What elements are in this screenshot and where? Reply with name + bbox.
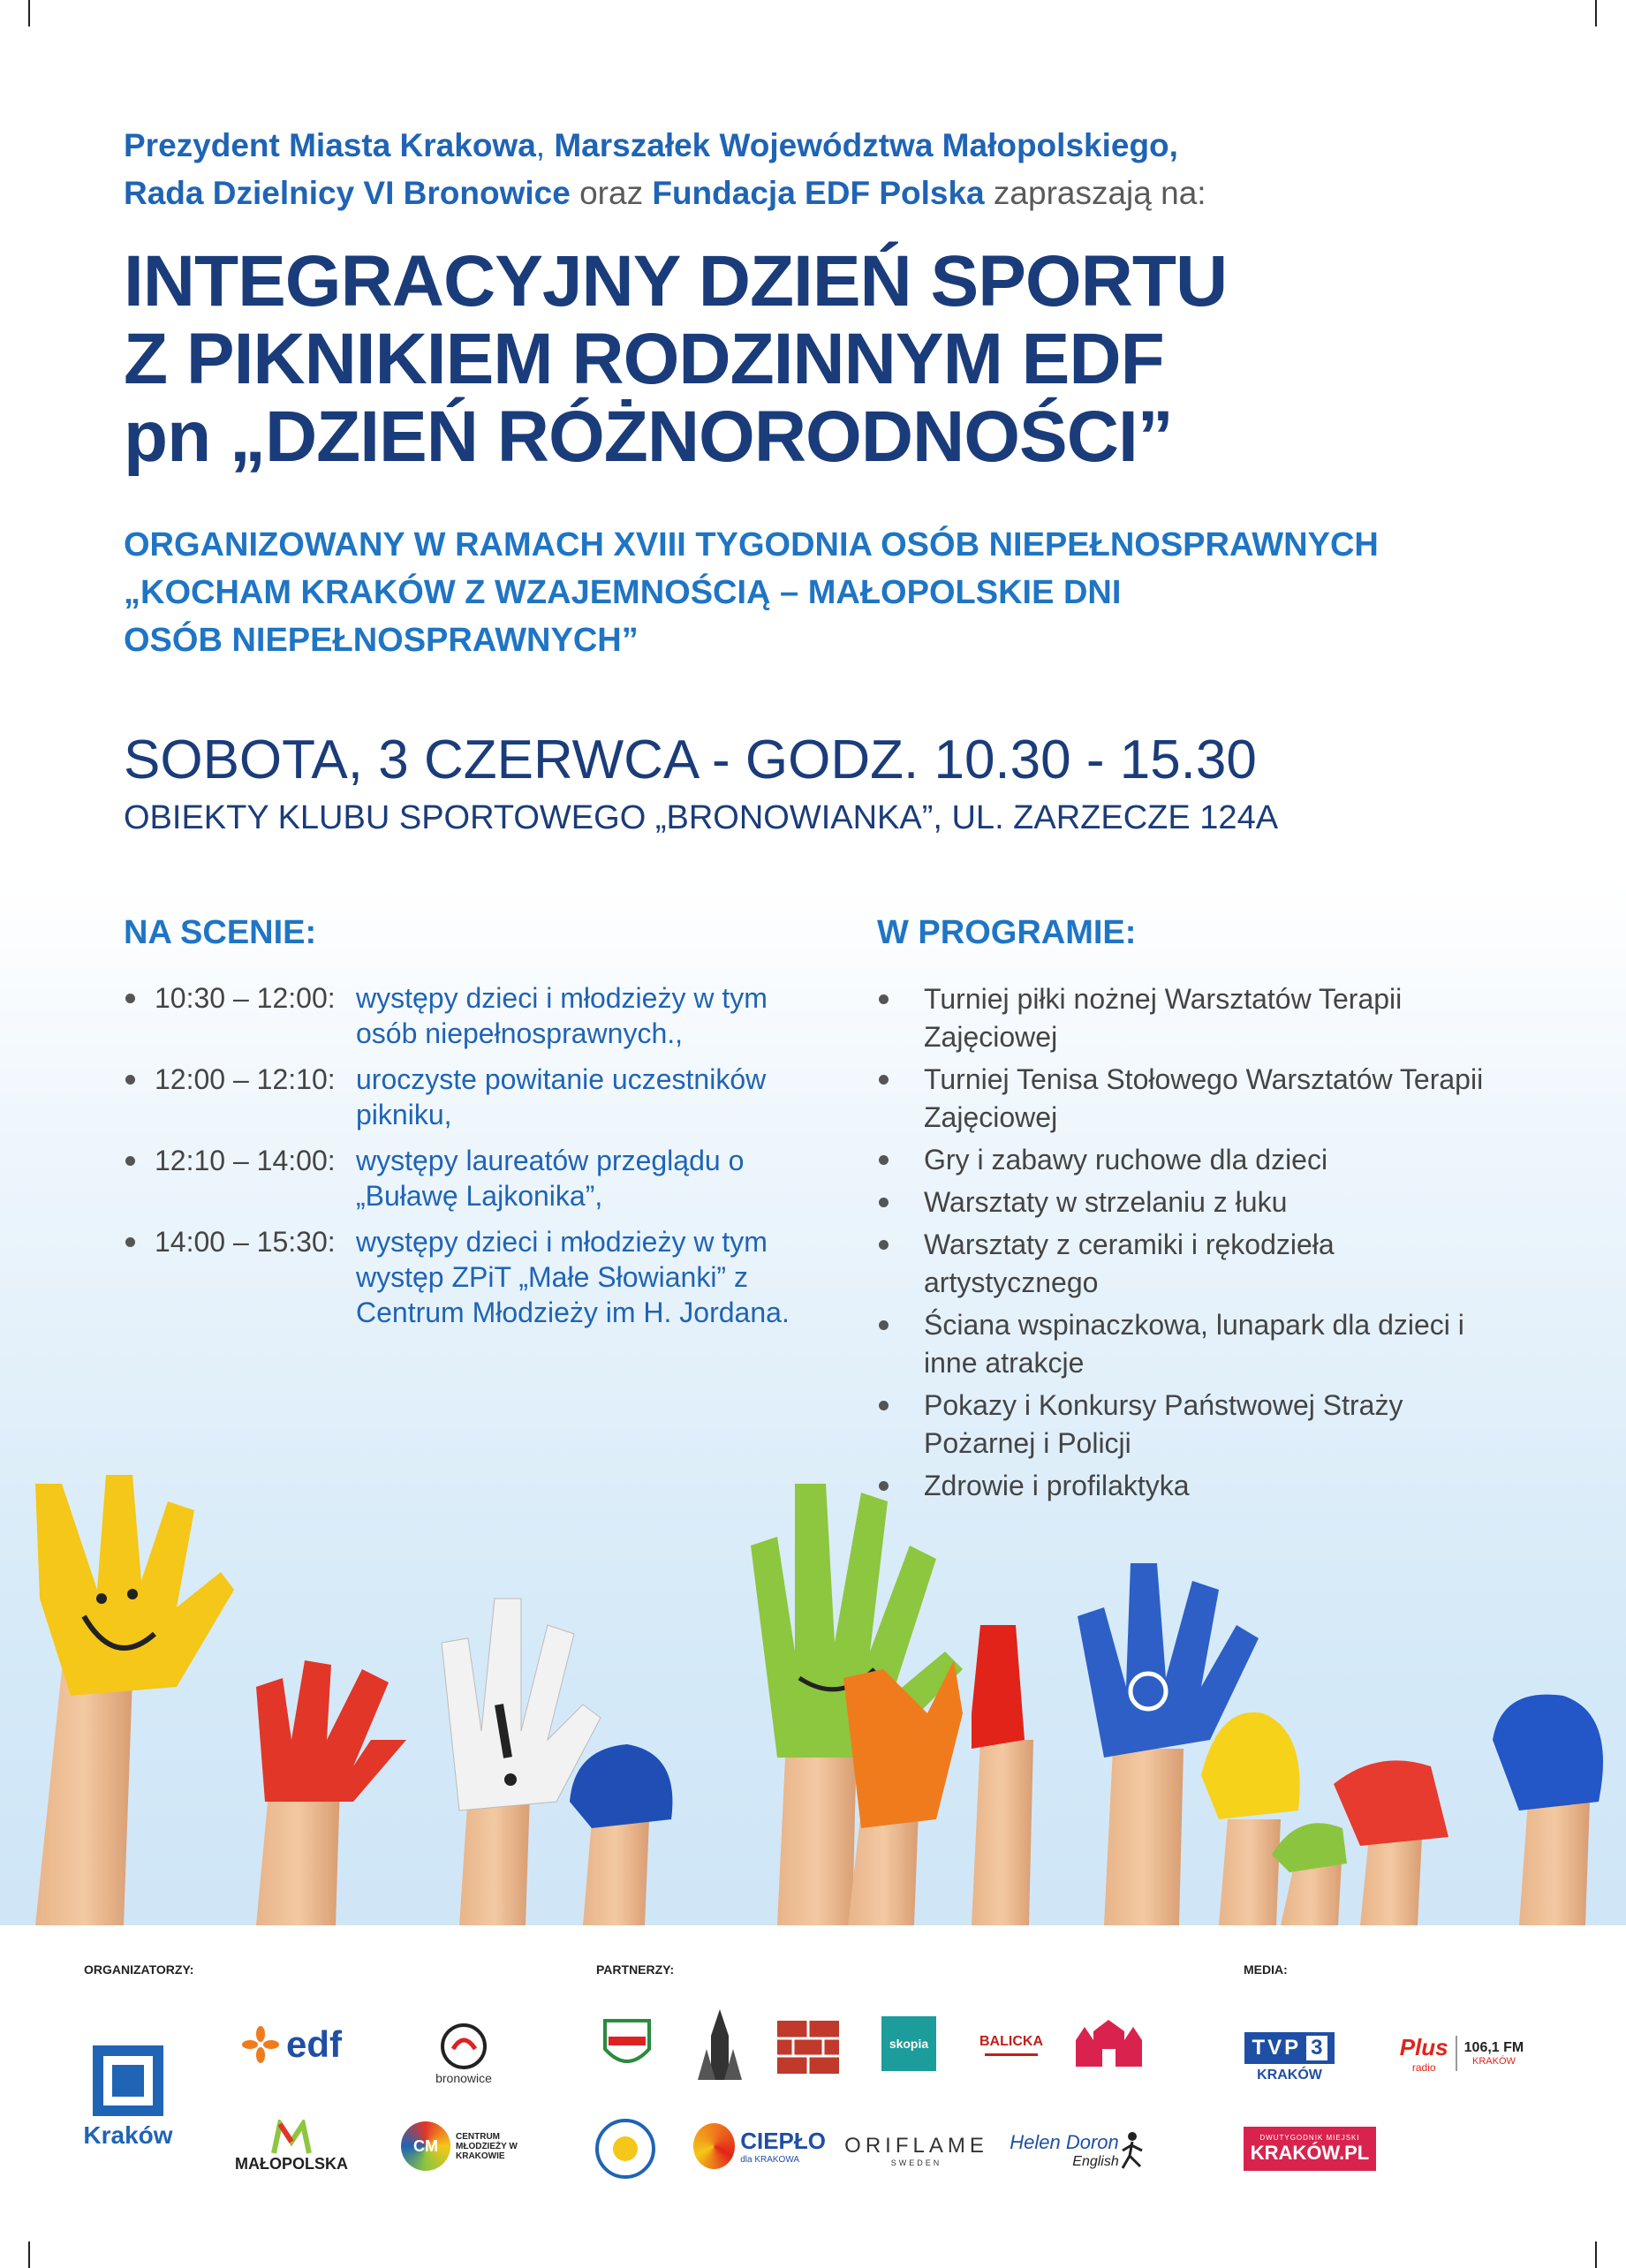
helen-doron-logo: Helen Doron English bbox=[1007, 2124, 1148, 2177]
round-emblem-icon bbox=[594, 2118, 656, 2180]
running-figure-icon bbox=[1119, 2131, 1146, 2171]
white-hand bbox=[442, 1599, 601, 1925]
title-line-3: pn „DZIEŃ RÓŻNORODNOŚCI” bbox=[124, 397, 1173, 477]
green-small-hand bbox=[1272, 1823, 1347, 1925]
stage-item bbox=[124, 1143, 830, 1213]
skopia-logo: skopia bbox=[881, 2016, 936, 2071]
bronowice-logo: bronowice bbox=[415, 2014, 512, 2093]
event-date: SOBOTA, 3 CZERWCA - GODZ. 10.30 - 15.30 bbox=[124, 730, 1257, 790]
stage-item-desc: występy laureatów przeglądu o „Buławę Lajkonika”, bbox=[356, 1145, 745, 1212]
red-hand-left bbox=[256, 1660, 406, 1925]
krakow-castle-logo bbox=[1069, 2014, 1148, 2075]
subtitle-line-3: OSÓB NIEPEŁNOSPRAWNYCH” bbox=[124, 622, 639, 659]
cieplo-swirl-icon bbox=[693, 2123, 735, 2169]
stage-item-time: 10:30 – 12:00: bbox=[155, 982, 336, 1014]
yellow-hand bbox=[35, 1475, 234, 1925]
edf-logo: edf bbox=[225, 2018, 358, 2071]
crop-mark-tl bbox=[28, 0, 30, 26]
krakow-logo: Kraków bbox=[79, 2040, 177, 2155]
tvp3-krakow-logo: TVP 3 KRAKÓW bbox=[1237, 2022, 1342, 2093]
program-item: Turniej piłki nożnej Warsztatów Terapii Zajęciowej bbox=[874, 980, 1510, 1056]
balicka-logo: BALICKA bbox=[972, 2014, 1051, 2075]
painted-hands-illustration bbox=[0, 1448, 1626, 1925]
crop-mark-tr bbox=[1595, 0, 1597, 26]
church-logo bbox=[684, 2000, 755, 2089]
balicka-underline bbox=[985, 2053, 1038, 2056]
organizers-label: ORGANIZATORZY: bbox=[84, 1962, 194, 1977]
intro-text bbox=[124, 122, 1537, 217]
crop-mark-br bbox=[1595, 2242, 1597, 2268]
stage-item bbox=[124, 1062, 830, 1132]
bronowice-emblem-icon bbox=[440, 2022, 488, 2071]
radio-divider bbox=[1456, 2036, 1457, 2071]
program-item: Zdrowie i profilaktyka bbox=[874, 1467, 1510, 1505]
program-item: Ściana wspinaczkowa, lunapark dla dzieci i inne atrakcje bbox=[874, 1306, 1510, 1382]
event-subtitle bbox=[124, 521, 1572, 664]
program-item: Gry i zabawy ruchowe dla dzieci bbox=[874, 1141, 1510, 1179]
stage-item bbox=[124, 980, 830, 1051]
church-tower-icon bbox=[693, 2005, 746, 2084]
stage-item-desc: uroczyste powitanie uczestników pikniku, bbox=[356, 1063, 767, 1130]
radio-plus-logo: Plus radio 106,1 FM KRAKÓW bbox=[1399, 2033, 1524, 2074]
oriflame-logo: ORIFLAME SWEDEN bbox=[844, 2134, 988, 2167]
castle-icon bbox=[1071, 2018, 1146, 2071]
krakow-crest-icon bbox=[93, 2045, 163, 2116]
stage-item-time: 12:10 – 14:00: bbox=[155, 1145, 336, 1176]
yellow-fist bbox=[1201, 1712, 1300, 1925]
stage-item bbox=[124, 1224, 830, 1330]
stage-item-time: 14:00 – 15:30: bbox=[155, 1226, 336, 1258]
blue-fist-small bbox=[570, 1744, 672, 1925]
orange-hand bbox=[843, 1660, 963, 1925]
brick-wall-icon bbox=[777, 2021, 839, 2074]
program-item: Warsztaty w strzelaniu z łuku bbox=[874, 1183, 1510, 1221]
blue-fist-right bbox=[1493, 1695, 1603, 1925]
title-line-1: INTEGRACYJNY DZIEŃ SPORTU bbox=[124, 241, 1228, 321]
program-item: Turniej Tenisa Stołowego Warsztatów Terapii Zajęciowej bbox=[874, 1061, 1510, 1137]
program-list bbox=[874, 980, 1510, 1509]
subtitle-line-1: ORGANIZOWANY W RAMACH XVIII TYGODNIA OSÓB NIEPEŁNOSPRAWNYCH bbox=[124, 526, 1379, 563]
subtitle-line-2: „KOCHAM KRAKÓW Z WZAJEMNOŚCIĄ – MAŁOPOLSKIE DNI bbox=[124, 574, 1122, 611]
event-venue: OBIEKTY KLUBU SPORTOWEGO „BRONOWIANKA”, UL. ZARZECZE 124A bbox=[124, 799, 1279, 836]
media-label: MEDIA: bbox=[1244, 1962, 1288, 1977]
cieplo-logo: CIEPŁO dla KRAKOWA bbox=[693, 2115, 826, 2177]
intro-line-2: Rada Dzielnicy VI Bronowice oraz Fundacja EDF Polska zapraszają na: bbox=[124, 175, 1206, 211]
malopolska-logo: MAŁOPOLSKA bbox=[225, 2111, 358, 2181]
cm-circle-icon: CM bbox=[401, 2121, 450, 2171]
stage-item-time: 12:00 – 12:10: bbox=[155, 1063, 336, 1095]
stage-item-desc: występy dzieci i młodzieży w tym występ ZPiT „Małe Słowianki” z Centrum Młodzieży im H. Jordana. bbox=[356, 1226, 790, 1328]
red-finger-hand bbox=[972, 1625, 1033, 1925]
crop-mark-bl bbox=[28, 2242, 30, 2268]
bronowianka-club-logo bbox=[592, 2009, 662, 2080]
event-title bbox=[124, 243, 1537, 476]
title-line-2: Z PIKNIKIEM RODZINNYM EDF bbox=[124, 319, 1164, 399]
program-item: Warsztaty z ceramiki i rękodzieła artystycznego bbox=[874, 1226, 1510, 1302]
partners-label: PARTNERZY: bbox=[596, 1962, 675, 1977]
red-fist-right bbox=[1334, 1760, 1448, 1925]
brick-wall-logo bbox=[773, 2018, 843, 2075]
stage-item-desc: występy dzieci i młodzieży w tym osób niepełnosprawnych., bbox=[356, 982, 768, 1049]
program-heading: W PROGRAMIE: bbox=[877, 914, 1137, 951]
malopolska-m-icon bbox=[269, 2120, 314, 2155]
edf-flower-icon bbox=[241, 2025, 281, 2065]
krakow-pl-logo: DWUTYGODNIK MIEJSKI KRAKÓW.PL bbox=[1244, 2127, 1376, 2171]
bronowianka-crest-icon bbox=[596, 2014, 658, 2075]
circle-partner-logo bbox=[592, 2115, 658, 2181]
stage-heading: NA SCENIE: bbox=[124, 914, 317, 951]
centrum-mlodziezy-logo: CM CENTRUM MŁODZIEŻY W KRAKOWIE bbox=[393, 2120, 534, 2173]
stage-schedule bbox=[124, 980, 830, 1341]
program-item: Pokazy i Konkursy Państwowej Straży Pożarnej i Policji bbox=[874, 1387, 1510, 1463]
intro-line-1: Prezydent Miasta Krakowa, Marszałek Województwa Małopolskiego, bbox=[124, 127, 1178, 163]
